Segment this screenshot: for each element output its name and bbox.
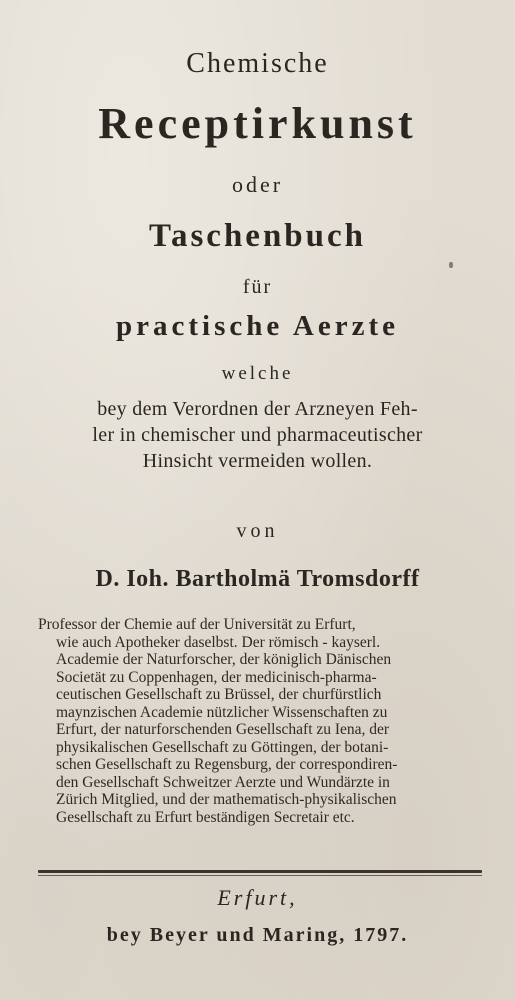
author-name: D. Ioh. Bartholmä Tromsdorff [95,566,420,592]
credentials-line: maynzischen Academie nützlicher Wissenschaften zu [56,703,388,721]
imprint-place: Erfurt, [217,885,298,910]
divider-rule-thin [38,875,482,876]
credentials-line: Professor der Chemie auf der Universität zu Erfurt, [38,616,356,633]
subtitle-line-2: ler in chemischer und pharmaceutischer [92,424,423,446]
credentials-line: Gesellschaft zu Erfurt beständigen Secretair etc. [56,808,355,826]
credentials-line: physikalischen Gesellschaft zu Göttingen, der botani- [56,738,389,756]
title-line-chemische: Chemische [186,48,329,79]
title-line-taschenbuch: Taschenbuch [148,218,367,254]
credentials-line: Academie der Naturforscher, der königlich Dänischen [56,651,392,668]
title-line-receptirkunst: Receptirkunst [98,99,417,148]
author-credentials [38,616,486,826]
credentials-line: wie auch Apotheker daselbst. Der römisch - kayserl. [56,633,381,651]
title-line-fur: für [242,276,273,298]
credentials-line: schen Gesellschaft zu Regensburg, der correspondiren- [56,756,398,773]
imprint-publisher: bey Beyer und Maring, 1797. [106,924,409,946]
subtitle-line-1: bey dem Verordnen der Arzneyen Feh- [97,398,418,420]
title-line-practische-aerzte: practische Aerzte [116,310,399,342]
byline-von: von [236,520,279,542]
credentials-line: Societät zu Coppenhagen, der medicinisch-pharma- [56,668,377,686]
divider-rule [38,870,482,873]
credentials-line: Zürich Mitglied, und der mathematisch-physikalischen [56,791,397,808]
credentials-line: Erfurt, der naturforschenden Gesellschaft zu Iena, der [56,721,390,738]
ink-spot [449,262,453,268]
title-line-welche: welche [221,363,294,384]
credentials-line: den Gesellschaft Schweitzer Aerzte und Wundärzte in [56,773,390,791]
title-line-oder: oder [231,172,284,197]
credentials-line: ceutischen Gesellschaft zu Brüssel, der churfürstlich [56,686,382,703]
subtitle-line-3: Hinsicht vermeiden wollen. [142,450,373,472]
